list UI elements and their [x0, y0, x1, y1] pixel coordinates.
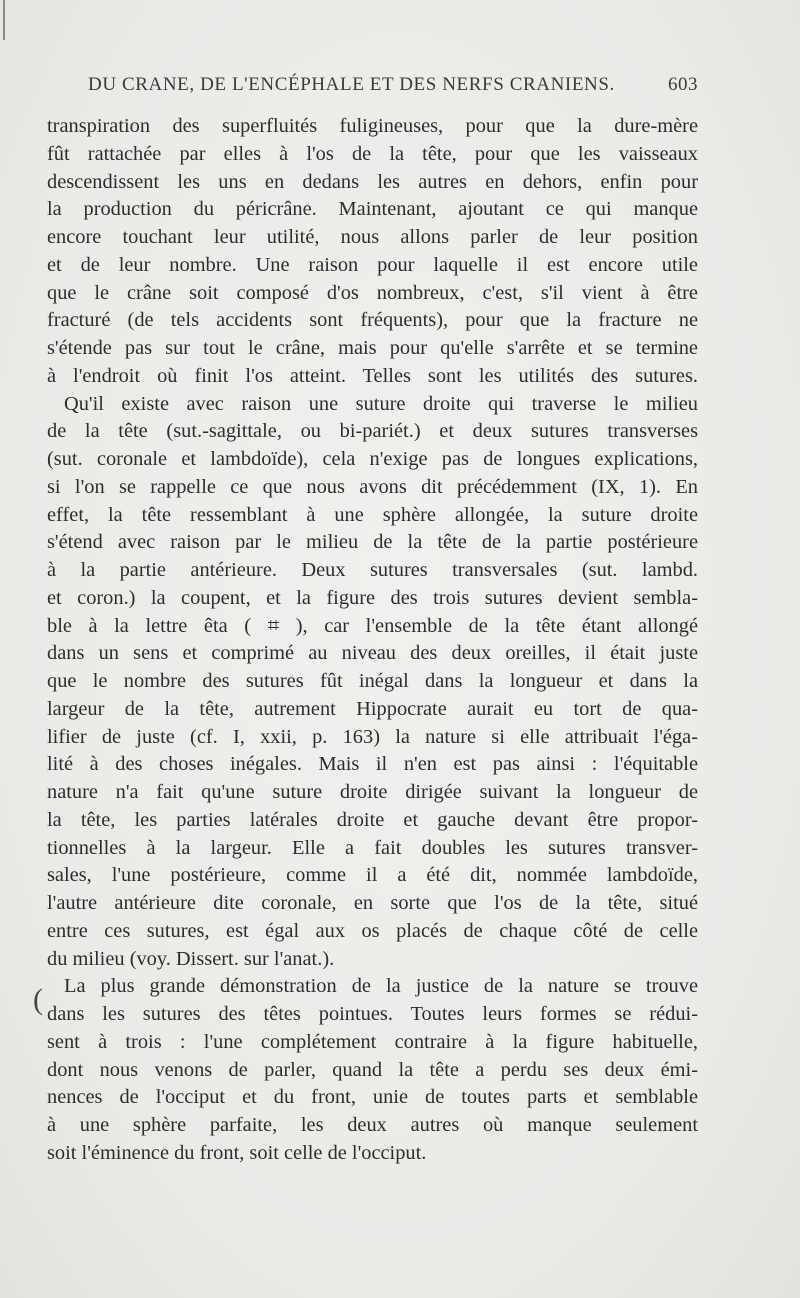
text-line: fracturé (de tels accidents sont fréquents), pour que la fracture ne — [47, 309, 698, 332]
text-line: lifier de juste (cf. I, xxii, p. 163) la nature si elle attribuait l'éga- — [47, 725, 698, 748]
text-line: et de leur nombre. Une raison pour laquelle il est encore utile — [47, 253, 698, 276]
text-line: encore touchant leur utilité, nous allons parler de leur position — [47, 226, 698, 248]
text-line: s'étend avec raison par le milieu de la tête de la partie postérieure — [47, 531, 698, 554]
text-line: dans un sens et comprimé au niveau des deux oreilles, il était juste — [47, 642, 698, 665]
text-line: ble à la lettre êta ( ⌗ ), car l'ensemble de la tête étant allongé — [47, 614, 698, 637]
text-line: nences de l'occiput et du front, unie de toutes parts et semblable — [47, 1086, 698, 1109]
margin-bracket-mark: ( — [33, 983, 43, 1016]
text-line: transpiration des superfluités fuligineuses, pour que la dure-mère — [47, 115, 698, 137]
text-line: sent à trois : l'une complétement contraire à la figure habituelle, — [47, 1030, 698, 1053]
running-header — [88, 74, 698, 104]
text-line: que le crâne soit composé d'os nombreux, c'est, s'il vient à être — [47, 281, 698, 304]
text-line: (sut. coronale et lambdoïde), cela n'exige pas de longues explications, — [47, 448, 698, 470]
text-line: La plus grande démonstration de la justice de la nature se trouve — [64, 975, 698, 998]
text-line: fût rattachée par elles à l'os de la tête, pour que les vaisseaux — [47, 142, 698, 165]
text-line: à l'endroit où finit l'os atteint. Telles sont les utilités des sutures. — [47, 364, 698, 387]
text-line: et coron.) la coupent, et la figure des trois sutures devient sembla- — [47, 586, 698, 609]
page-number: 603 — [668, 74, 698, 95]
body-text — [47, 113, 698, 1168]
text-line: Qu'il existe avec raison une suture droite qui traverse le milieu — [64, 392, 698, 415]
paragraph-3 — [47, 973, 698, 1167]
text-line: l'autre antérieure dite coronale, en sorte que l'os de la tête, situé — [47, 892, 698, 914]
page-edge-rule — [3, 0, 5, 40]
text-line: sales, l'une postérieure, comme il a été dit, nommée lambdoïde, — [47, 864, 698, 887]
text-line: dans les sutures des têtes pointues. Toutes leurs formes se rédui- — [47, 1003, 698, 1025]
running-title: DU CRANE, DE L'ENCÉPHALE ET DES NERFS CRANIENS. — [88, 74, 615, 95]
text-line: si l'on se rappelle ce que nous avons dit précédemment (IX, 1). En — [47, 475, 698, 498]
text-line: à la partie antérieure. Deux sutures transversales (sut. lambd. — [47, 559, 698, 581]
text-line: s'étende pas sur tout le crâne, mais pour qu'elle s'arrête et se termine — [47, 337, 698, 359]
text-line: largeur de la tête, autrement Hippocrate aurait eu tort de qua- — [47, 697, 698, 720]
text-line: la tête, les parties latérales droite et gauche devant être propor- — [47, 808, 698, 831]
text-line: dont nous venons de parler, quand la tête a perdu ses deux émi- — [47, 1058, 698, 1081]
text-line: à une sphère parfaite, les deux autres où manque seulement — [47, 1114, 698, 1136]
text-line: que le nombre des sutures fût inégal dans la longueur et dans la — [47, 670, 698, 692]
text-line: nature n'a fait qu'une suture droite dirigée suivant la longueur de — [47, 781, 698, 803]
text-line: tionnelles à la largeur. Elle a fait doubles les sutures transver- — [47, 836, 698, 859]
text-line: soit l'éminence du front, soit celle de l'occiput. — [47, 1141, 427, 1164]
text-line: lité à des choses inégales. Mais il n'en est pas ainsi : l'équitable — [47, 753, 698, 776]
paragraph-2 — [47, 391, 698, 974]
text-line: la production du péricrâne. Maintenant, ajoutant ce qui manque — [47, 198, 698, 221]
paragraph-1 — [47, 113, 698, 391]
text-line: de la tête (sut.-sagittale, ou bi-pariét.) et deux sutures transverses — [47, 420, 698, 443]
text-line: descendissent les uns en dedans les autres en dehors, enfin pour — [47, 170, 698, 193]
text-line: entre ces sutures, est égal aux os placés de chaque côté de celle — [47, 919, 698, 942]
text-line: du milieu (voy. Dissert. sur l'anat.). — [47, 947, 335, 970]
text-line: effet, la tête ressemblant à une sphère allongée, la suture droite — [47, 503, 698, 526]
